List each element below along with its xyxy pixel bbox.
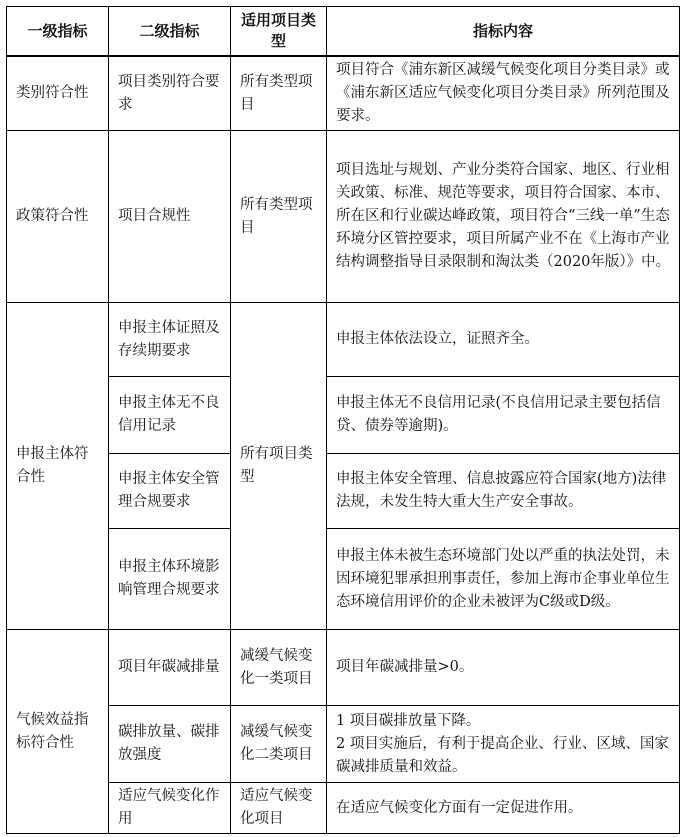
cell-content: 申报主体未被生态环境部门处以严重的执法处罚，未因环境犯罪承担刑事责任，参加上海市企事业单位生态环境信用评价的企业未被评为C级或D级。 [327,529,680,630]
cell-project-type: 减缓气候变化一类项目 [231,630,327,706]
indicator-table-page [6,6,679,834]
cell-project-type: 所有类型项目 [231,56,327,131]
header-row [7,7,680,57]
cell-level2: 申报主体证照及存续期要求 [109,303,231,377]
table-row [7,131,680,303]
cell-project-type: 适应气候变化项目 [231,783,327,834]
cell-level2: 项目合规性 [109,131,231,303]
content-line-2: 2 项目实施后，有利于提高企业、行业、区域、国家碳减排质量和效益。 [336,735,669,775]
cell-level2: 申报主体安全管理合规要求 [109,454,231,529]
cell-project-type: 减缓气候变化二类项目 [231,706,327,783]
table-row [7,56,680,131]
cell-project-type: 所有项目类型 [231,303,327,630]
cell-content [327,706,680,783]
cell-level2: 适应气候变化作用 [109,783,231,834]
cell-content: 项目年碳减排量>0。 [327,630,680,706]
cell-level1: 政策符合性 [7,131,109,303]
cell-project-type: 所有类型项目 [231,131,327,303]
table-row [7,303,680,377]
cell-level2: 碳排放量、碳排放强度 [109,706,231,783]
header-content: 指标内容 [327,7,680,57]
content-line-1: 1 项目碳排放量下降。 [336,712,481,729]
cell-level2: 申报主体环境影响管理合规要求 [109,529,231,630]
header-level1: 一级指标 [7,7,109,57]
header-level2: 二级指标 [109,7,231,57]
cell-content: 项目符合《浦东新区减缓气候变化项目分类目录》或《浦东新区适应气候变化项目分类目录》所列范围及要求。 [327,56,680,131]
table-row [7,630,680,706]
cell-content: 项目选址与规划、产业分类符合国家、地区、行业相关政策、标准、规范等要求，项目符合国家、本市、所在区和行业碳达峰政策，项目符合“三线一单”生态环境分区管控要求，项目所属产业不在《上海市产业结构调整指导目录限制和淘汰类（2020年版）》中。 [327,131,680,303]
cell-level2: 申报主体无不良信用记录 [109,377,231,454]
cell-content: 申报主体依法设立，证照齐全。 [327,303,680,377]
cell-level1: 申报主体符合性 [7,303,109,630]
cell-level1: 类别符合性 [7,56,109,131]
cell-level2: 项目年碳减排量 [109,630,231,706]
cell-content: 在适应气候变化方面有一定促进作用。 [327,783,680,834]
cell-content: 申报主体安全管理、信息披露应符合国家(地方)法律法规，未发生特大重大生产安全事故。 [327,454,680,529]
cell-level1: 气候效益指标符合性 [7,630,109,834]
cell-level2: 项目类别符合要求 [109,56,231,131]
indicator-table [6,6,680,834]
cell-content: 申报主体无不良信用记录(不良信用记录主要包括信贷、债券等逾期)。 [327,377,680,454]
header-project-type: 适用项目类型 [231,7,327,57]
